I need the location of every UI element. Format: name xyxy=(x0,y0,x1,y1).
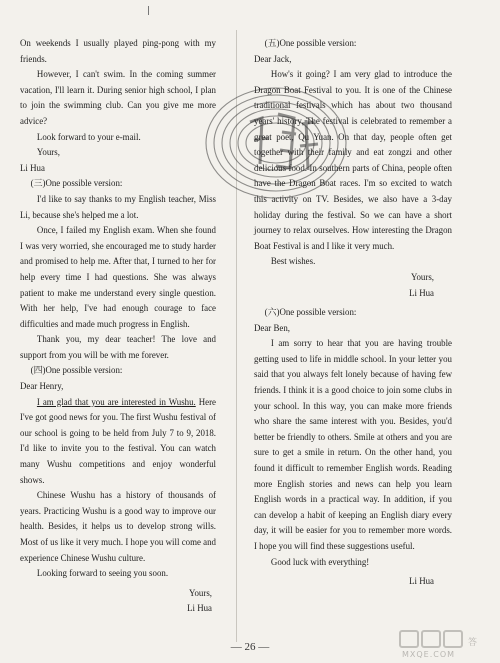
letter-paragraph: However, I can't swim. In the coming summer vacation, I'll learn it. During senior high school, I plan to join the swimming club. Can you give me more advice? xyxy=(20,69,216,126)
crop-mark xyxy=(148,6,149,15)
signature: Li Hua xyxy=(187,603,212,614)
page-number: — 26 — xyxy=(230,641,270,653)
letter-paragraph xyxy=(20,395,216,489)
letter-paragraph: Looking forward to seeing you soon. xyxy=(36,568,169,579)
version-heading: (三)One possible version: xyxy=(30,178,123,189)
version-heading: (四)One possible version: xyxy=(30,365,123,376)
essay-paragraph: Once, I failed my English exam. When she found I was very worried, she encouraged me to study harder and promised to help me. After that, I turned to her for help every time I had questions. She was always patient to make me understand every single question. With her help, I've had enough courage to face difficulties and made much progress in English. xyxy=(20,225,216,329)
closing: Yours, xyxy=(188,587,212,598)
right-column xyxy=(254,36,452,590)
left-column xyxy=(20,36,216,617)
closing: Yours, xyxy=(36,147,60,158)
signature: Li Hua xyxy=(409,287,434,298)
letter-paragraph: How's it going? I am very glad to introduce the Dragon Boat Festival to you. It is one of the Chinese traditional festivals which has about two thousand years' history. The festival is celebrated to remember a great poet, Qu Yuan. On that day, people often get together with their family and eat zongzi and other delicious food. In southern parts of China, people often have the Dragon Boat races. I'm so excited to watch this activity on TV. Besides, we also have a 3-day holiday during the festival. So we can have a short journey to relax ourselves. How interesting the Dragon Boat Festival is and I like it very much. xyxy=(254,69,452,251)
version-heading: (六)One possible version: xyxy=(264,307,357,318)
salutation: Dear Ben, xyxy=(254,322,290,333)
letter-paragraph: Chinese Wushu has a history of thousands of years. Practicing Wushu is a good way to improve our health. Besides, it helps us to develop strong wills. Most of us like it very much. I hope you will come and experience Chinese Wushu culture. xyxy=(20,490,216,563)
version-heading: (五)One possible version: xyxy=(264,38,357,48)
essay-paragraph: I'd like to say thanks to my English teacher, Miss Li, because she's helped me a lot. xyxy=(20,193,216,220)
signature: Li Hua xyxy=(20,162,45,173)
letter-paragraph: Good luck with everything! xyxy=(270,556,370,567)
salutation: Dear Henry, xyxy=(20,381,64,392)
letter-paragraph: On weekends I usually played ping-pong with my friends. xyxy=(20,38,216,64)
paragraph-text: Here I've got good news for you. The first Wushu festival of our school is going to be held from July 7 to 9, 2018. I'd like to invite you to the festival. You can watch many Wushu competitions and enjoy wonderful shows. xyxy=(20,396,216,485)
letter-paragraph: I am sorry to hear that you are having trouble getting used to life in middle school. In your letter you said that you always felt lonely because of having few friends. I think it is a good choice to join some clubs in your school. In this way, you can make more friends who share the same interest with you. Besides, you'd better be friendly to others. Smile at others and you are sure to get a smile in return. On the other hand, you found it difficult to remember English words. Reading more English stories and news can help you learn English words in a practical way. In addition, if you can develop a habit of keeping an English diary every day, it will be easier for you to remember more words. I hope you will find these suggestions useful. xyxy=(254,338,452,551)
salutation: Dear Jack, xyxy=(254,53,292,64)
svg-text:答: 答 xyxy=(468,638,478,648)
column-divider xyxy=(236,30,237,642)
letter-paragraph: Look forward to your e-mail. xyxy=(36,131,141,142)
signature: Li Hua xyxy=(409,576,434,587)
svg-text:MXQE.COM: MXQE.COM xyxy=(402,650,456,659)
letter-paragraph: Best wishes. xyxy=(270,256,316,267)
closing: Yours, xyxy=(410,271,434,282)
underlined-sentence: I am glad that you are interested in Wushu. xyxy=(36,396,196,407)
essay-paragraph: Thank you, my dear teacher! The love and support from you will be with me forever. xyxy=(20,334,216,360)
